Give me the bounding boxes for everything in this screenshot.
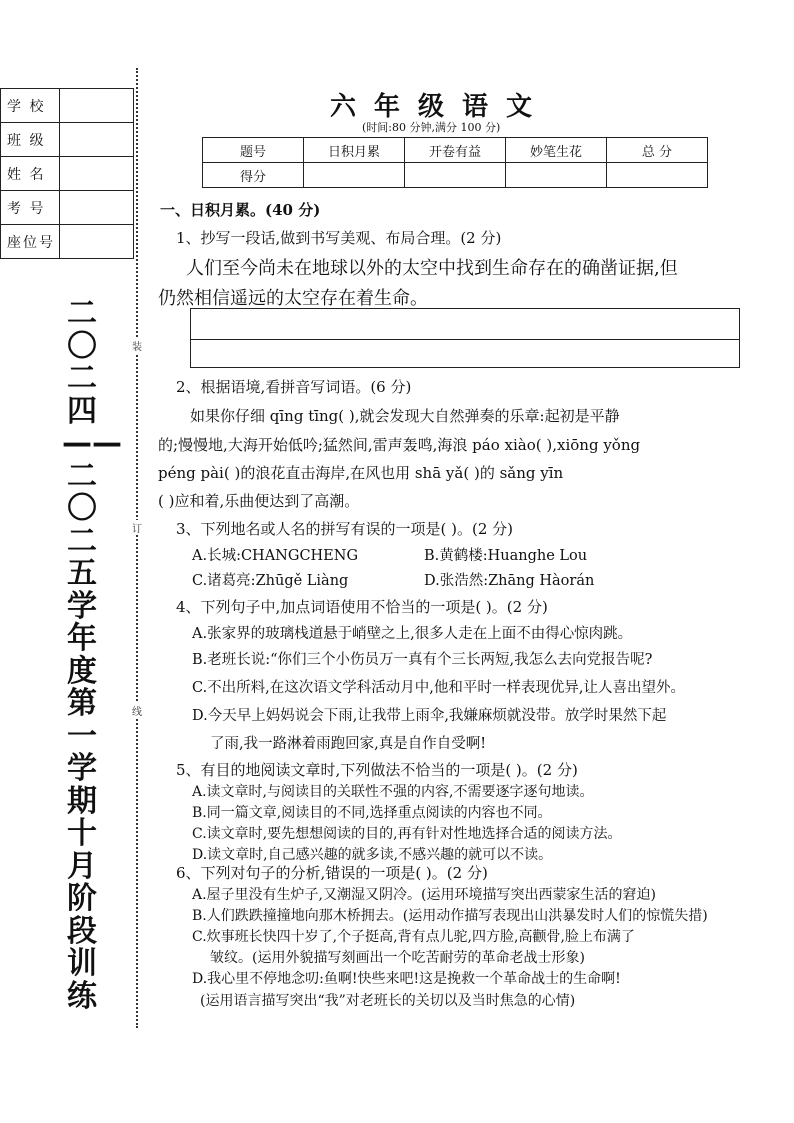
info-field-school[interactable]	[60, 89, 134, 123]
question-6-stem: 6、下列对句子的分析,错误的一项是( )。(2 分)	[176, 864, 488, 882]
question-3-option-d[interactable]: D.张浩然:Zhāng Hàorán	[424, 573, 595, 589]
score-table	[202, 137, 708, 188]
question-2-stem: 2、根据语境,看拼音写词语。(6 分)	[176, 378, 412, 396]
question-5-option-b[interactable]: B.同一篇文章,阅读目的不同,选择重点阅读的内容也不同。	[192, 805, 552, 821]
info-field-seat[interactable]	[60, 225, 134, 259]
question-3-stem: 3、下列地名或人名的拼写有误的一项是( )。(2 分)	[176, 520, 514, 538]
vertical-exam-title: 二〇二四——二〇二五学年度第一学期十月阶段训练	[62, 296, 122, 1014]
score-header: 妙笔生花	[506, 138, 607, 163]
question-4-option-c[interactable]: C.不出所料,在这次语文学科活动月中,他和平时一样表现优异,让人喜出望外。	[192, 680, 686, 696]
score-cell[interactable]	[304, 163, 405, 188]
question-4-option-d-line1[interactable]: D.今天早上妈妈说会下雨,让我带上雨伞,我嫌麻烦就没带。放学时果然下起	[192, 708, 667, 724]
question-6-option-c-line2: 皱纹。(运用外貌描写刻画出一个吃苦耐劳的革命老战士形象)	[210, 950, 585, 966]
binding-line	[136, 68, 138, 1028]
question-4-stem: 4、下列句子中,加点词语使用不恰当的一项是( )。(2 分)	[176, 598, 548, 616]
score-header: 总 分	[607, 138, 708, 163]
question-6-option-b[interactable]: B.人们跌跌撞撞地向那木桥拥去。(运用动作描写表现出山洪暴发时人们的惊慌失措)	[192, 908, 708, 924]
score-header: 日积月累	[304, 138, 405, 163]
question-5-option-d[interactable]: D.读文章时,自己感兴趣的就多读,不感兴趣的就可以不读。	[192, 847, 553, 863]
section-heading: 一、日积月累。(40 分)	[160, 201, 321, 219]
bind-mark-xian: 线	[130, 703, 144, 718]
question-5-stem: 5、有目的地阅读文章时,下列做法不恰当的一项是( )。(2 分)	[176, 761, 578, 779]
info-label-class: 班 级	[1, 123, 60, 157]
score-cell[interactable]	[607, 163, 708, 188]
info-field-name[interactable]	[60, 157, 134, 191]
score-cell[interactable]	[506, 163, 607, 188]
question-1-passage-line1: 人们至今尚未在地球以外的太空中找到生命存在的确凿证据,但	[186, 258, 678, 279]
bind-mark-ding: 订	[130, 520, 144, 535]
question-6-option-a[interactable]: A.屋子里没有生炉子,又潮湿又阴冷。(运用环境描写突出西蒙家生活的窘迫)	[192, 887, 656, 903]
question-3-option-b[interactable]: B.黄鹤楼:Huanghe Lou	[424, 548, 588, 564]
question-2-line3: péng pài( )的浪花直击海岸,在风也用 shā yǎ( )的 sǎng yīn	[158, 464, 564, 482]
info-field-exam-number[interactable]	[60, 191, 134, 225]
question-2-line1: 如果你仔细 qīng tīng( ),就会发现大自然弹奏的乐章:起初是平静	[190, 407, 620, 425]
question-5-option-a[interactable]: A.读文章时,与阅读目的关联性不强的内容,不需要逐字逐句地读。	[192, 784, 594, 800]
info-field-class[interactable]	[60, 123, 134, 157]
page-subtitle: (时间:80 分钟,满分 100 分)	[362, 121, 501, 134]
score-cell[interactable]	[405, 163, 506, 188]
question-6-option-d-line1[interactable]: D.我心里不停地念叨:鱼啊!快些来吧!这是挽救一个革命战士的生命啊!	[192, 971, 621, 987]
page-title: 六年级语文	[330, 92, 551, 122]
question-5-option-c[interactable]: C.读文章时,要先想想阅读的目的,再有针对性地选择合适的阅读方法。	[192, 826, 622, 842]
question-4-option-d-line2: 了雨,我一路淋着雨跑回家,真是自作自受啊!	[210, 736, 487, 752]
bind-mark-zhuang: 装	[130, 338, 144, 353]
question-6-option-c-line1[interactable]: C.炊事班长快四十岁了,个子挺高,背有点儿驼,四方脸,高颧骨,脸上布满了	[192, 929, 635, 945]
score-header: 开卷有益	[405, 138, 506, 163]
score-header: 题号	[203, 138, 304, 163]
copy-writing-box[interactable]	[190, 308, 740, 368]
question-2-line2: 的;慢慢地,大海开始低吟;猛然间,雷声轰鸣,海浪 páo xiào( ),xiōng yǒng	[158, 436, 641, 454]
student-info-table	[0, 88, 134, 259]
info-label-exam-number: 考 号	[1, 191, 60, 225]
question-3-option-a[interactable]: A.长城:CHANGCHENG	[192, 548, 359, 564]
question-1-passage-line2: 仍然相信遥远的太空存在着生命。	[158, 288, 428, 309]
question-3-option-c[interactable]: C.诸葛亮:Zhūgě Liàng	[192, 573, 349, 589]
question-2-line4: ( )应和着,乐曲便达到了高潮。	[158, 492, 360, 510]
question-6-option-d-line2: (运用语言描写突出“我”对老班长的关切以及当时焦急的心情)	[200, 993, 576, 1009]
score-row-label: 得分	[203, 163, 304, 188]
question-4-option-a[interactable]: A.张家界的玻璃栈道悬于峭壁之上,很多人走在上面不由得心惊肉跳。	[192, 626, 633, 642]
info-label-name: 姓 名	[1, 157, 60, 191]
info-label-seat: 座位号	[1, 225, 60, 259]
question-4-option-b[interactable]: B.老班长说:“你们三个小伤员万一真有个三长两短,我怎么去向党报告呢?	[192, 652, 653, 668]
question-1-stem: 1、抄写一段话,做到书写美观、布局合理。(2 分)	[176, 229, 502, 247]
info-label-school: 学 校	[1, 89, 60, 123]
